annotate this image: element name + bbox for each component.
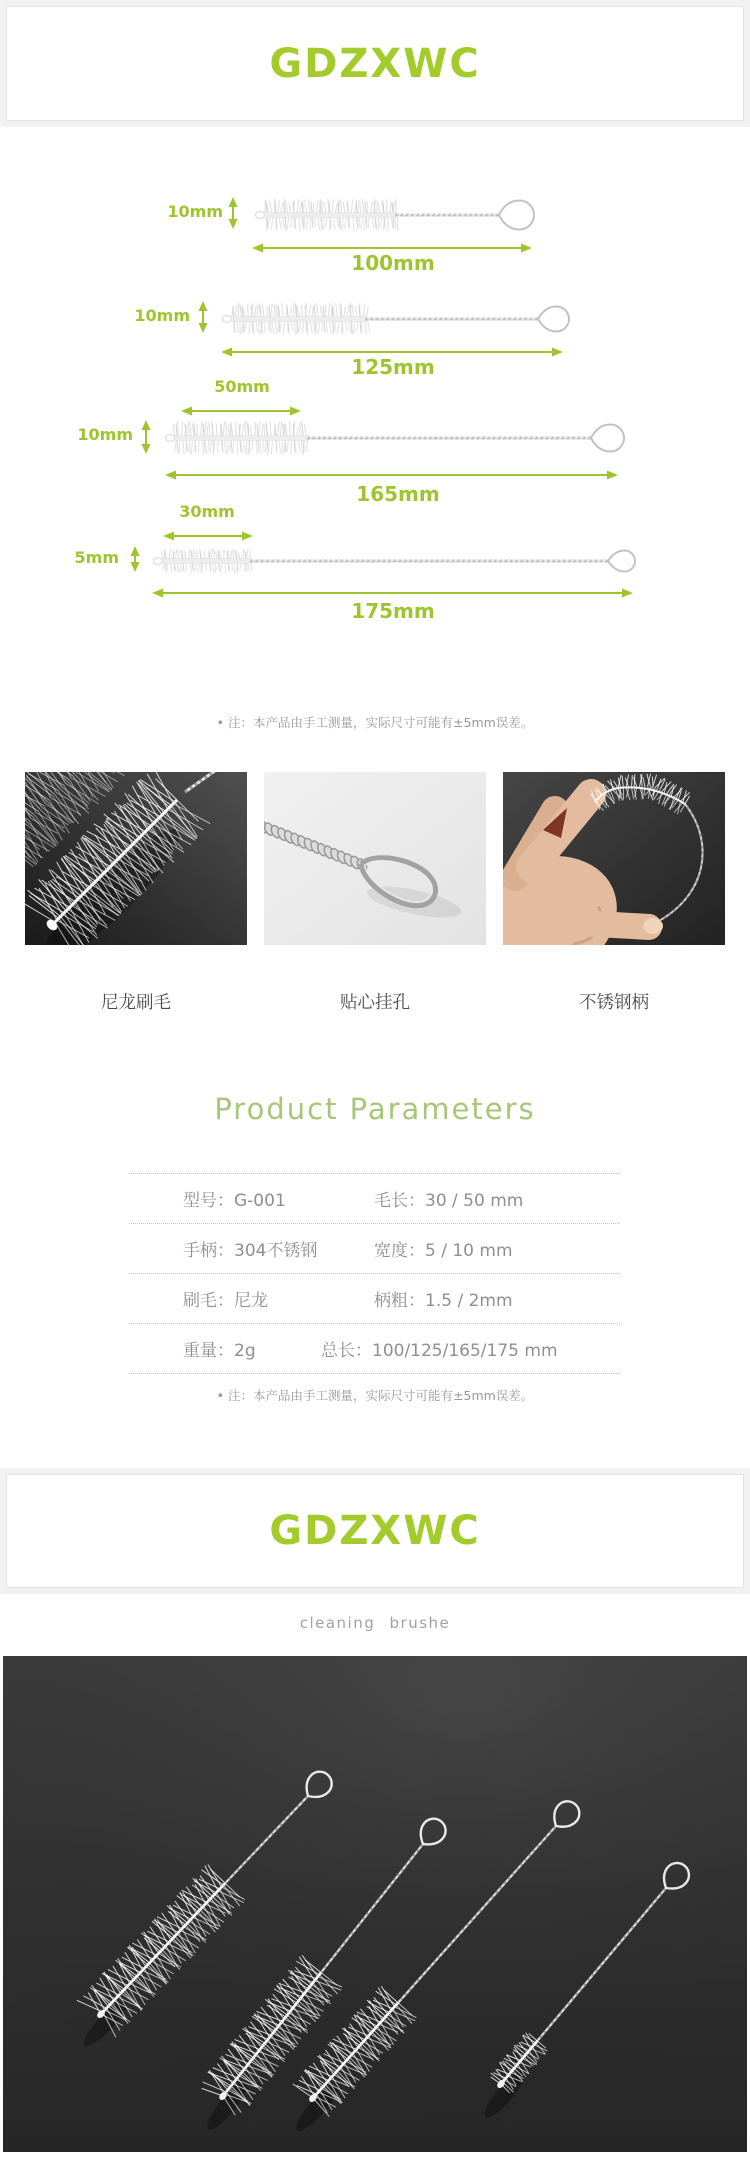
hang-hole-photo [264,772,486,945]
param-row [129,1173,620,1223]
param-row [129,1273,620,1323]
total-length-arrow-2 [221,343,563,355]
diameter-label-2: 10mm [134,306,190,325]
measurement-note: • 注：本产品由手工测量，实际尺寸可能有±5mm误差。 [216,715,534,730]
brush-illustration-2 [218,297,572,341]
brush-illustration-1 [250,193,540,237]
feature-photo-hang-hole [264,772,486,945]
diameter-arrow-3 [140,420,152,454]
total-length-label-2: 125mm [351,355,435,379]
param-label: 型号： [183,1191,234,1211]
param-value: 1.5 / 2mm [425,1291,513,1311]
param-row [129,1323,620,1373]
bristle-length-arrow-4 [163,527,253,539]
param-value: 尼龙 [234,1291,268,1311]
param-row [129,1223,620,1273]
diameter-label-1: 10mm [167,202,223,221]
product-photo-brush-set [3,1656,747,2152]
logo-box-2 [6,1474,744,1588]
param-label: 总长： [321,1341,372,1361]
param-label: 毛长： [374,1191,425,1211]
param-label: 重量： [183,1341,234,1361]
diameter-label-4: 5mm [74,548,119,567]
total-length-arrow-4 [152,584,633,596]
logo-box [6,6,744,121]
brand-tagline: cleaning brushe [299,1614,451,1632]
param-value: 5 / 10 mm [425,1241,513,1261]
diameter-arrow-4 [129,546,141,572]
diameter-arrow-1 [227,197,239,229]
param-value: 100/125/165/175 mm [372,1341,558,1361]
brand-logo: GDZXWC [269,40,481,87]
total-length-label-1: 100mm [351,251,435,275]
feature-caption-handle: 不锈钢柄 [579,993,649,1013]
diameter-label-3: 10mm [77,425,133,444]
feature-caption-nylon: 尼龙刷毛 [101,993,171,1013]
feature-photo-nylon-bristles [25,772,247,945]
feature-photo-steel-handle [503,772,725,945]
param-value: 304不锈钢 [234,1241,318,1261]
total-length-arrow-3 [165,466,618,478]
parameters-table [129,1173,620,1374]
total-length-arrow-1 [252,239,532,251]
bristle-length-label-4: 30mm [179,502,235,521]
total-length-label-4: 175mm [351,599,435,623]
diameter-arrow-2 [197,301,209,333]
nylon-bristles-photo [25,772,247,945]
param-label: 手柄： [183,1241,234,1261]
param-label: 宽度： [374,1241,425,1261]
param-value: 30 / 50 mm [425,1191,524,1211]
total-length-label-3: 165mm [356,482,440,506]
brush-illustration-4 [150,544,636,578]
brand-logo-2: GDZXWC [269,1508,481,1554]
param-label: 柄粗： [374,1291,425,1311]
footer-band [0,1468,750,1594]
param-label: 刷毛： [183,1291,234,1311]
parameters-title: Product Parameters [214,1092,536,1126]
parameters-note: • 注：本产品由手工测量，实际尺寸可能有±5mm误差。 [216,1388,534,1403]
steel-handle-photo [503,772,725,945]
bristle-length-arrow-3 [181,402,301,414]
brush-illustration-3 [162,415,626,461]
param-value: 2g [234,1341,256,1361]
header-band [0,0,750,127]
param-value: G-001 [234,1191,286,1211]
bristle-length-label-3: 50mm [214,377,270,396]
feature-caption-hole: 贴心挂孔 [340,993,410,1013]
